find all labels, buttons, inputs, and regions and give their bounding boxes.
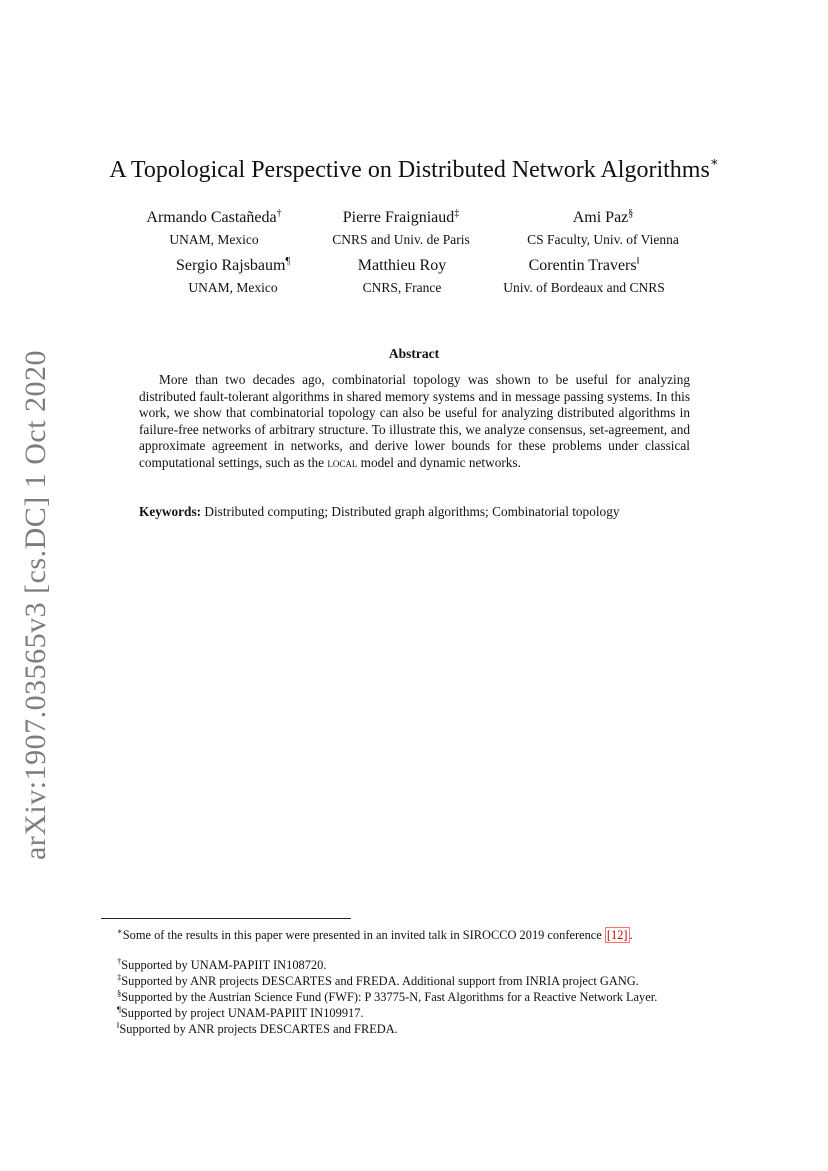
author-affiliation: CNRS, France [362, 280, 442, 295]
abstract-body [139, 372, 690, 472]
author-name: Corentin Travers‖ [528, 256, 640, 274]
footnote-mark: ‡ [117, 972, 122, 982]
author-mark: † [276, 208, 282, 219]
author-name: Matthieu Roy [357, 257, 447, 274]
author-affiliation: Univ. of Bordeaux and CNRS [503, 280, 665, 295]
author-mark: ‖ [636, 256, 640, 267]
author-affiliation: UNAM, Mexico [188, 280, 278, 295]
paper-title-text: A Topological Perspective on Distributed Network Algorithms [109, 157, 710, 183]
footnote-separator [101, 918, 351, 919]
author-affiliation: UNAM, Mexico [169, 232, 259, 247]
keywords-label: Keywords: [139, 504, 202, 519]
author-name: Sergio Rajsbaum¶ [175, 256, 290, 274]
keywords-text: Distributed computing; Distributed graph algorithms; Combinatorial topology [204, 504, 620, 519]
footnote-text: Some of the results in this paper were presented in an invited talk in SIROCCO 2019 conference [122, 928, 605, 942]
author-affiliation: CNRS and Univ. de Paris [332, 232, 470, 247]
author-affiliation: CS Faculty, Univ. of Vienna [527, 232, 679, 247]
footnote-mark: † [117, 956, 122, 966]
footnote-text-end: . [629, 928, 633, 942]
abstract-heading: Abstract [388, 346, 440, 361]
footnote-mark: ∗ [117, 926, 123, 936]
citation-link[interactable]: [12] [606, 928, 628, 942]
paper-title [0, 154, 828, 184]
author-mark: ¶ [285, 256, 290, 267]
title-footnote-mark: ∗ [709, 154, 719, 169]
footnote-text: Supported by the Austrian Science Fund (FWF): P 33775-N, Fast Algorithms for a Reactive Network Layer. [121, 990, 658, 1004]
footnote-text: Supported by UNAM-PAPIIT IN108720. [121, 958, 327, 972]
footnote-mark: § [117, 988, 122, 998]
arxiv-identifier-text: arXiv:1907.03565v3 [cs.DC] 1 Oct 2020 [19, 349, 52, 861]
author-block [313, 204, 489, 249]
author-block [337, 252, 467, 297]
author-mark: § [628, 208, 634, 219]
author-block [484, 252, 684, 297]
author-block [163, 252, 303, 297]
footnote-text: Supported by project UNAM-PAPIIT IN109917. [120, 1006, 364, 1020]
keywords-line [139, 504, 709, 520]
author-block [508, 204, 698, 249]
footnote [117, 923, 633, 943]
abstract-local-model: local [327, 454, 358, 470]
author-name: Pierre Fraigniaud‡ [342, 208, 460, 226]
abstract-text: More than two decades ago, combinatorial topology was shown to be useful for analyzing distributed fault-tolerant algorithms in shared memory systems and in message passing systems. In this work, we show that combinatorial topology can also be useful for analyzing distributed algorithms in failure-free networks of arbitrary structure. To illustrate this, we analyze consensus, set-agreement, and approximate agreement in networks, and derive lower bounds for these problems under classical computational settings, such as the [139, 372, 690, 470]
author-name: Ami Paz§ [572, 208, 634, 226]
abstract-text-end: model and dynamic networks. [357, 454, 521, 470]
footnote [117, 1017, 398, 1037]
author-name: Armando Castañeda† [146, 208, 282, 226]
arxiv-identifier-stamp [14, 349, 58, 861]
footnote-mark: ‖ [117, 1020, 120, 1030]
footnote-text: Supported by ANR projects DESCARTES and FREDA. [119, 1022, 398, 1036]
footnote-text: Supported by ANR projects DESCARTES and FREDA. Additional support from INRIA project GANG. [121, 974, 639, 988]
author-mark: ‡ [454, 208, 460, 219]
author-block [129, 204, 299, 249]
footnote-mark: ¶ [117, 1004, 121, 1014]
